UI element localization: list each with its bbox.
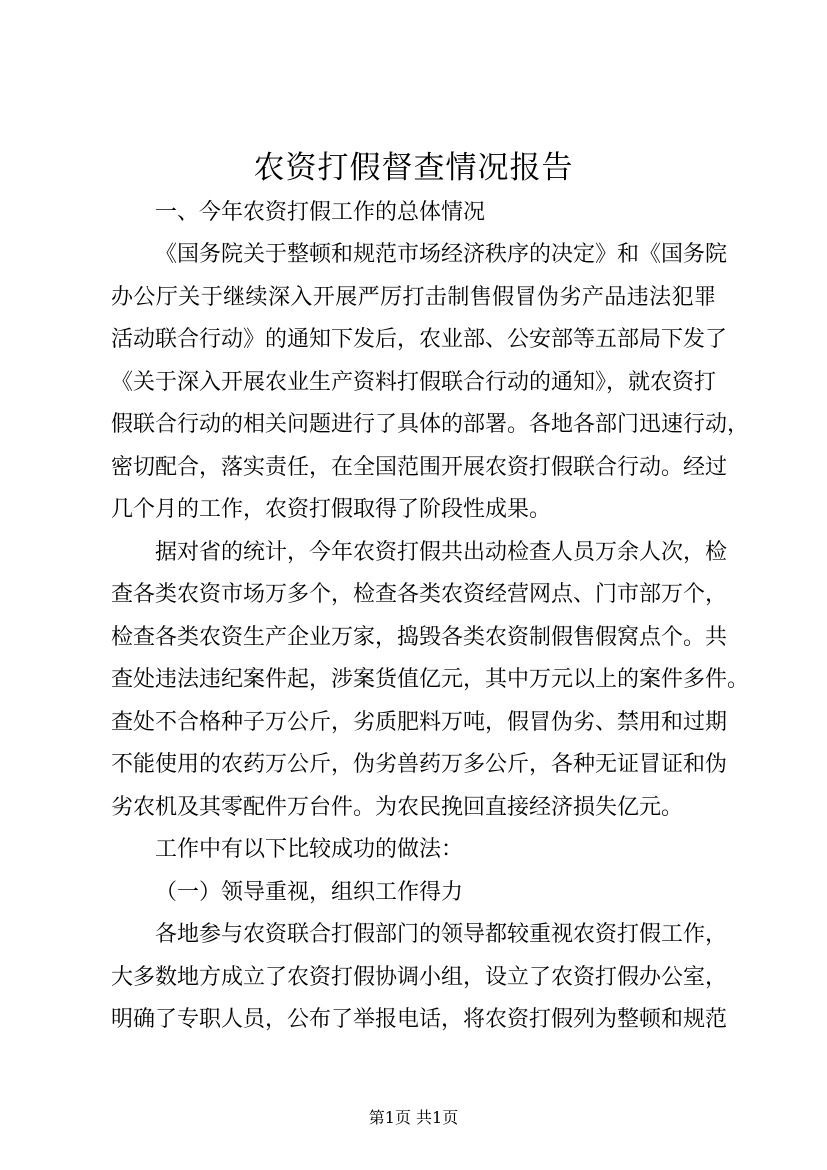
paragraph-line: 《关于深入开展农业生产资料打假联合行动的通知》，就农资打 [111,370,717,395]
paragraph-line: 查处违法违纪案件起，涉案货值亿元，其中万元以上的案件多件。 [111,667,750,692]
paragraph-line: 据对省的统计，今年农资打假共出动检查人员万余人次，检 [155,540,728,565]
paragraph-line: 密切配合，落实责任，在全国范围开展农资打假联合行动。经过 [111,455,728,480]
section-heading: 一、今年农资打假工作的总体情况 [155,200,486,225]
paragraph-line: 查各类农资市场万多个，检查各类农资经营网点、门市部万个， [111,582,728,607]
paragraph-line: 各地参与农资联合打假部门的领导都较重视农资打假工作， [155,922,728,947]
paragraph-line: 检查各类农资生产企业万家，捣毁各类农资制假售假窝点个。共 [111,625,728,650]
paragraph-line: 明确了专职人员，公布了举报电话，将农资打假列为整顿和规范 [111,1007,728,1032]
paragraph-line: 办公厅关于继续深入开展严厉打击制售假冒伪劣产品违法犯罪 [111,285,716,310]
paragraph-line: 劣农机及其零配件万台件。为农民挽回直接经济损失亿元。 [111,795,684,820]
page-footer: 第1页 共1页 [368,1108,459,1127]
paragraph-line: 不能使用的农药万公斤，伪劣兽药万多公斤，各种无证冒证和伪 [111,752,728,777]
paragraph-line: 《国务院关于整顿和规范市场经济秩序的决定》和《国务院 [155,242,728,267]
paragraph-line: 假联合行动的相关问题进行了具体的部署。各地各部门迅速行动， [111,412,750,437]
document-title: 农资打假督查情况报告 [253,150,574,186]
subsection-heading: （一）领导重视，组织工作得力 [155,880,464,905]
paragraph-line: 活动联合行动》的通知下发后，农业部、公安部等五部局下发了 [111,327,728,352]
paragraph-line: 查处不合格种子万公斤，劣质肥料万吨，假冒伪劣、禁用和过期 [111,710,728,735]
paragraph-line: 大多数地方成立了农资打假协调小组，设立了农资打假办公室， [111,965,728,990]
paragraph-line: 工作中有以下比较成功的做法： [155,837,464,862]
paragraph-line: 几个月的工作，农资打假取得了阶段性成果。 [111,497,552,522]
